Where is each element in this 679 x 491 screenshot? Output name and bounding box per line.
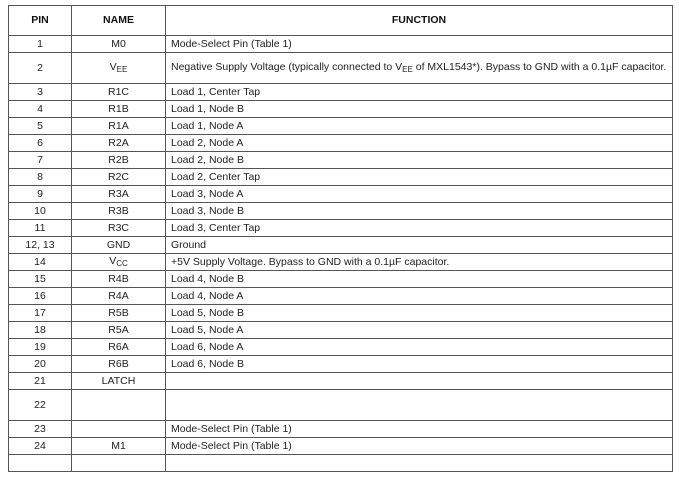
pin-cell: 17	[9, 305, 72, 322]
pin-cell: 5	[9, 118, 72, 135]
function-cell: Load 3, Node A	[166, 186, 673, 203]
name-cell: R5B	[72, 305, 166, 322]
table-row	[9, 305, 673, 322]
name-cell: R6B	[72, 356, 166, 373]
function-cell: Load 3, Center Tap	[166, 220, 673, 237]
table-row	[9, 390, 673, 421]
function-cell: Ground	[166, 237, 673, 254]
header-name: NAME	[72, 6, 166, 36]
name-subscript: EE	[116, 64, 128, 74]
table-row	[9, 356, 673, 373]
table-row	[9, 118, 673, 135]
name-main: V	[109, 60, 117, 73]
name-cell: R3C	[72, 220, 166, 237]
function-cell: Load 2, Node A	[166, 135, 673, 152]
pin-cell: 10	[9, 203, 72, 220]
function-cell: Load 4, Node A	[166, 288, 673, 305]
table-row	[9, 101, 673, 118]
pin-cell: 22	[9, 390, 72, 421]
table-row	[9, 36, 673, 53]
function-cell: Load 3, Node B	[166, 203, 673, 220]
name-cell: R1A	[72, 118, 166, 135]
pin-cell: 8	[9, 169, 72, 186]
header-function: FUNCTION	[166, 6, 673, 36]
table-row	[9, 237, 673, 254]
table-row	[9, 421, 673, 438]
name-cell: R4B	[72, 271, 166, 288]
pin-cell: 3	[9, 84, 72, 101]
pin-cell: 19	[9, 339, 72, 356]
table-row	[9, 203, 673, 220]
function-cell: Load 5, Node A	[166, 322, 673, 339]
name-subscript: CC	[116, 258, 128, 268]
pin-cell: 18	[9, 322, 72, 339]
function-cell: Load 6, Node A	[166, 339, 673, 356]
table-row	[9, 288, 673, 305]
name-cell: R2A	[72, 135, 166, 152]
name-cell: R2B	[72, 152, 166, 169]
table-row	[9, 169, 673, 186]
function-cell: +5V Supply Voltage. Bypass to GND with a 0.1µF capacitor.	[166, 254, 673, 271]
function-text: Negative Supply Voltage (typically connected to V	[171, 60, 403, 73]
pin-cell: 1	[9, 36, 72, 53]
pin-cell: 23	[9, 421, 72, 438]
pin-cell: 2	[9, 53, 72, 84]
table-row	[9, 455, 673, 472]
name-cell	[72, 53, 166, 84]
pin-cell: 6	[9, 135, 72, 152]
name-cell: R1C	[72, 84, 166, 101]
pin-cell: 14	[9, 254, 72, 271]
function-cell: Load 2, Node B	[166, 152, 673, 169]
name-cell: R3B	[72, 203, 166, 220]
pin-cell: 7	[9, 152, 72, 169]
pin-cell: 24	[9, 438, 72, 455]
function-cell: Mode-Select Pin (Table 1)	[166, 438, 673, 455]
function-cell: Load 1, Node A	[166, 118, 673, 135]
pin-cell: 9	[9, 186, 72, 203]
table-row	[9, 152, 673, 169]
function-cell: Load 6, Node B	[166, 356, 673, 373]
table-row	[9, 438, 673, 455]
function-cell: Load 1, Center Tap	[166, 84, 673, 101]
function-cell: Load 2, Center Tap	[166, 169, 673, 186]
table-row	[9, 84, 673, 101]
name-cell: R5A	[72, 322, 166, 339]
function-subscript: EE	[402, 64, 413, 74]
name-cell: M1	[72, 438, 166, 455]
table-row	[9, 220, 673, 237]
function-cell: Mode-Select Pin (Table 1)	[166, 421, 673, 438]
table-row	[9, 186, 673, 203]
table-row	[9, 373, 673, 390]
function-text: of MXL1543*). Bypass to GND with a 0.1µF capacitor.	[412, 60, 667, 73]
header-pin: PIN	[9, 6, 72, 36]
name-cell: LATCH	[72, 373, 166, 390]
function-cell: Load 5, Node B	[166, 305, 673, 322]
pin-cell: 16	[9, 288, 72, 305]
pin-cell: 20	[9, 356, 72, 373]
table-row	[9, 322, 673, 339]
table-row	[9, 254, 673, 271]
pin-cell	[9, 455, 72, 472]
table-row	[9, 339, 673, 356]
function-cell: Mode-Select Pin (Table 1)	[166, 36, 673, 53]
name-cell: R2C	[72, 169, 166, 186]
function-cell: Load 4, Node B	[166, 271, 673, 288]
pin-cell: 15	[9, 271, 72, 288]
table-row	[9, 135, 673, 152]
name-cell: GND	[72, 237, 166, 254]
name-cell: R4A	[72, 288, 166, 305]
function-cell	[166, 53, 673, 84]
name-main: V	[109, 254, 117, 267]
name-cell	[72, 455, 166, 472]
function-cell: Load 1, Node B	[166, 101, 673, 118]
pin-cell: 11	[9, 220, 72, 237]
table-row	[9, 53, 673, 84]
function-cell	[166, 390, 673, 421]
name-cell	[72, 421, 166, 438]
name-cell: R1B	[72, 101, 166, 118]
name-cell	[72, 390, 166, 421]
pin-description-table	[8, 5, 673, 472]
function-cell	[166, 373, 673, 390]
pin-cell: 21	[9, 373, 72, 390]
function-cell	[166, 455, 673, 472]
name-cell: M0	[72, 36, 166, 53]
pin-cell: 12, 13	[9, 237, 72, 254]
name-cell	[72, 254, 166, 271]
table-header-row	[9, 6, 673, 36]
name-cell: R3A	[72, 186, 166, 203]
table-row	[9, 271, 673, 288]
name-cell: R6A	[72, 339, 166, 356]
pin-cell: 4	[9, 101, 72, 118]
